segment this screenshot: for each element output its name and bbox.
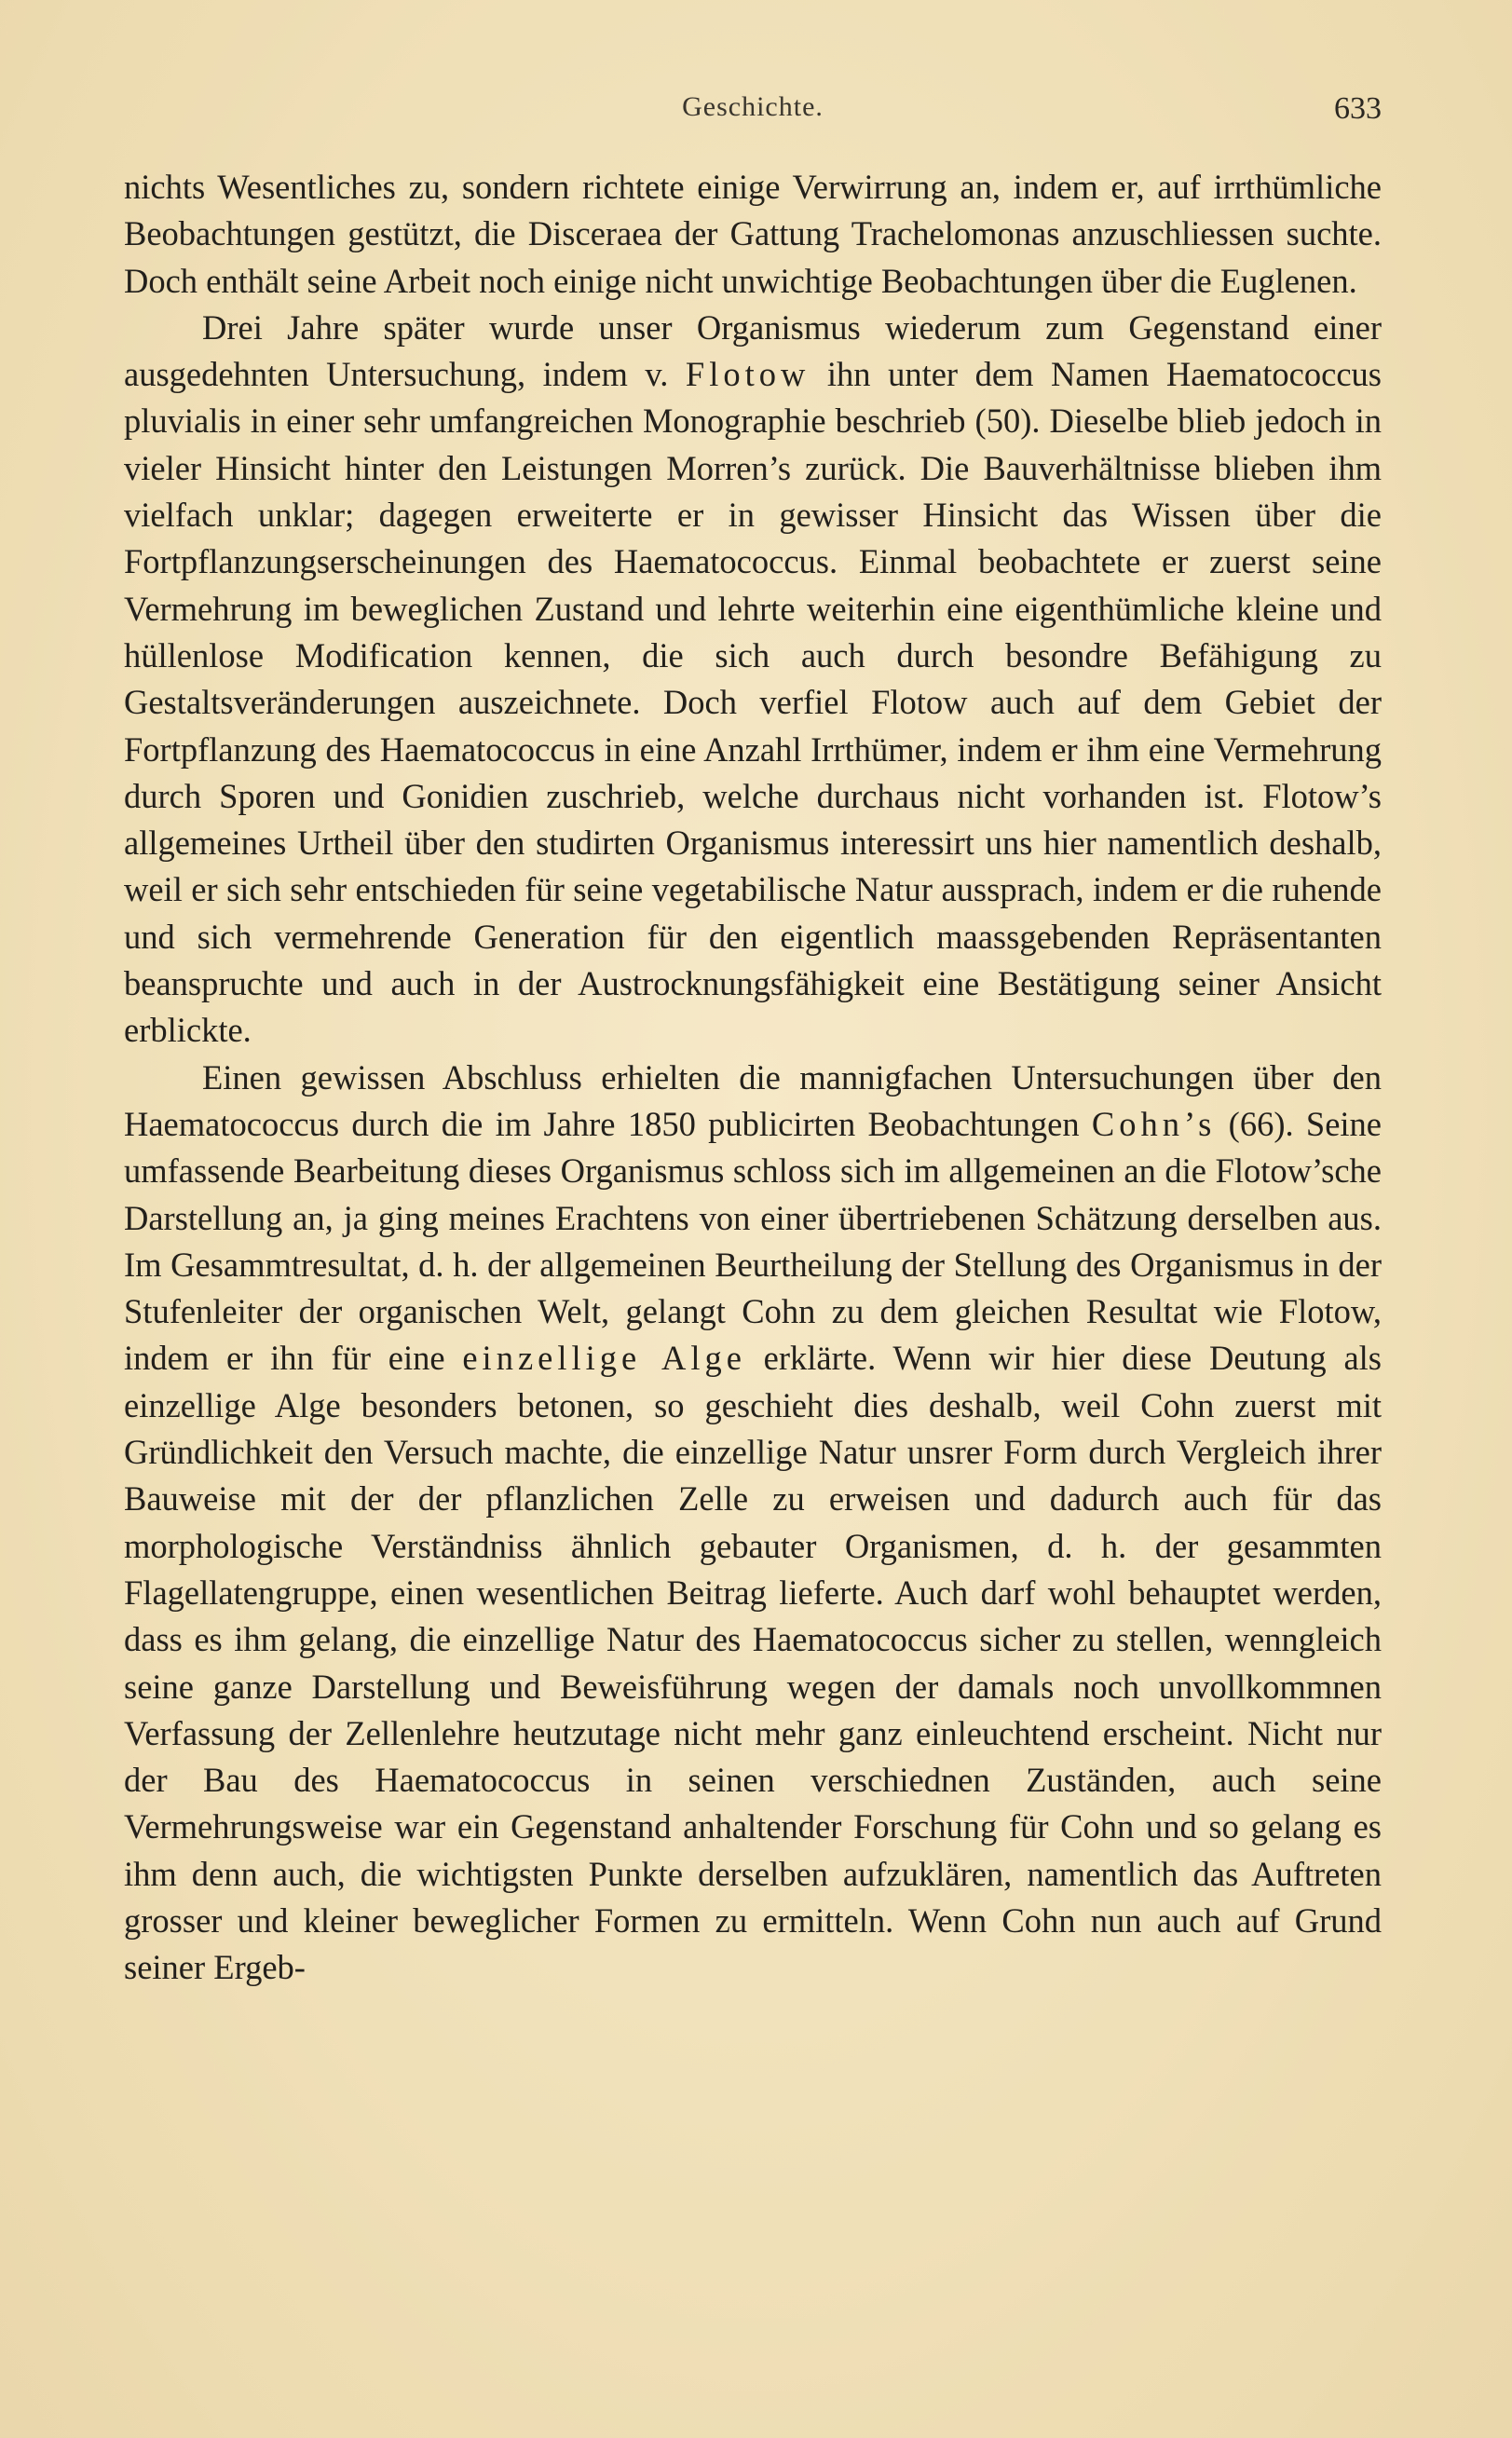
text-segment: Einen gewissen Abschluss erhielten die mannigfachen Untersuchungen über den Haematococcus durch die im Jahre 1850 publicirten Beobachtungen: [124, 1057, 1382, 1143]
text-segment: Drei Jahre später wurde unser Organismus wiederum zum Gegenstand einer ausgedehnten Untersuchung, indem v.: [124, 307, 1382, 394]
text-segment: ihn unter dem Namen Haematococcus pluvialis in einer sehr umfangreichen Monographie beschrieb (50). Dieselbe blieb jedoch in vieler Hinsicht hinter den Leistungen Morren’s zurück. Die Bauverhältnisse blieben ihm vielfach unklar; dagegen erweiterte er in gewisser Hinsicht das Wissen über die Fortpflanzungserscheinungen des Haematococcus. Einmal beobachtete er zuerst seine Vermehrung im beweglichen Zustand und lehrte weiterhin eine eigenthümliche kleine und hüllenlose Modification kennen, die sich auch durch besondre Befähigung zu Gestaltsveränderungen auszeichnete. Doch verfiel Flotow auch auf dem Gebiet der Fortpflanzung des Haematococcus in eine Anzahl Irrthümer, indem er ihm eine Vermehrung durch Sporen und Gonidien zuschrieb, welche durchaus nicht vorhanden ist. Flotow’s allgemeines Urtheil über den studirten Organismus interessirt uns hier namentlich deshalb, weil er sich sehr entschieden für seine vegetabilische Natur aussprach, indem er die ruhende und sich vermehrende Generation für den eigentlich maassgebenden Repräsentanten beanspruchte und auch in der Austrocknungsfähigkeit eine Bestätigung seiner Ansicht erblickte.: [124, 355, 1382, 1050]
text-segment: (66). Seine umfassende Bearbeitung dieses Organismus schloss sich im allgemeinen an die Flotow’sche Darstellung an, ja ging meines Erachtens von einer übertriebenen Schätzung derselben aus. Im Gesammtresultat, d. h. der allgemeinen Beurtheilung der Stellung des Organismus in der Stufenleiter der organischen Welt, gelangt Cohn zu dem gleichen Resultat wie Flotow, indem er ihn für eine: [124, 1104, 1382, 1378]
spaced-name-cohn: Cohn’s: [1091, 1104, 1217, 1143]
text-segment: erklärte. Wenn wir hier diese Deutung als einzellige Alge besonders betonen, so geschieht dies deshalb, weil Cohn zuerst mit Gründlichkeit den Versuch machte, die einzellige Natur unsrer Form durch Vergleich ihrer Bauweise mit der der pflanzlichen Zelle zu erweisen und dadurch auch für das morphologische Verständniss ähnlich gebauter Organismen, d. h. der gesammten Flagellatengruppe, einen wesentlichen Beitrag lieferte. Auch darf wohl behauptet werden, dass es ihm gelang, die einzellige Natur des Haematococcus sicher zu stellen, wenngleich seine ganze Darstellung und Beweisführung wegen der damals noch unvollkommnen Verfassung der Zellenlehre heutzutage nicht mehr ganz einleuchtend erscheint. Nicht nur der Bau des Haematococcus in seinen verschiednen Zuständen, auch seine Vermehrungsweise war ein Gegenstand anhaltender Forschung für Cohn und so gelang es ihm denn auch, die wichtigsten Punkte derselben aufzuklären, namentlich das Auftreten grosser und kleiner beweglicher Formen zu ermitteln. Wenn Cohn nun auch auf Grund seiner Ergeb-: [124, 1339, 1382, 1987]
text-segment: nichts Wesentliches zu, sondern richtete einige Verwirrung an, indem er, auf irrthümliche Beobachtungen gestützt, die Disceraea der Gattung Trachelomonas anzuschliessen suchte. Doch enthält seine Arbeit noch einige nicht unwichtige Beobachtungen über die Euglenen.: [124, 168, 1382, 300]
page-number: 633: [1334, 91, 1382, 126]
running-title: Geschichte.: [682, 91, 824, 122]
paragraph-3: [124, 1055, 1382, 1992]
paragraph-1: [124, 164, 1382, 305]
paragraph-2: [124, 305, 1382, 1055]
spaced-name-flotow: Flotow: [685, 355, 810, 394]
running-head: [124, 91, 1382, 132]
body-text: [124, 164, 1382, 1992]
spaced-term-einzellige-alge: einzellige Alge: [462, 1339, 746, 1378]
